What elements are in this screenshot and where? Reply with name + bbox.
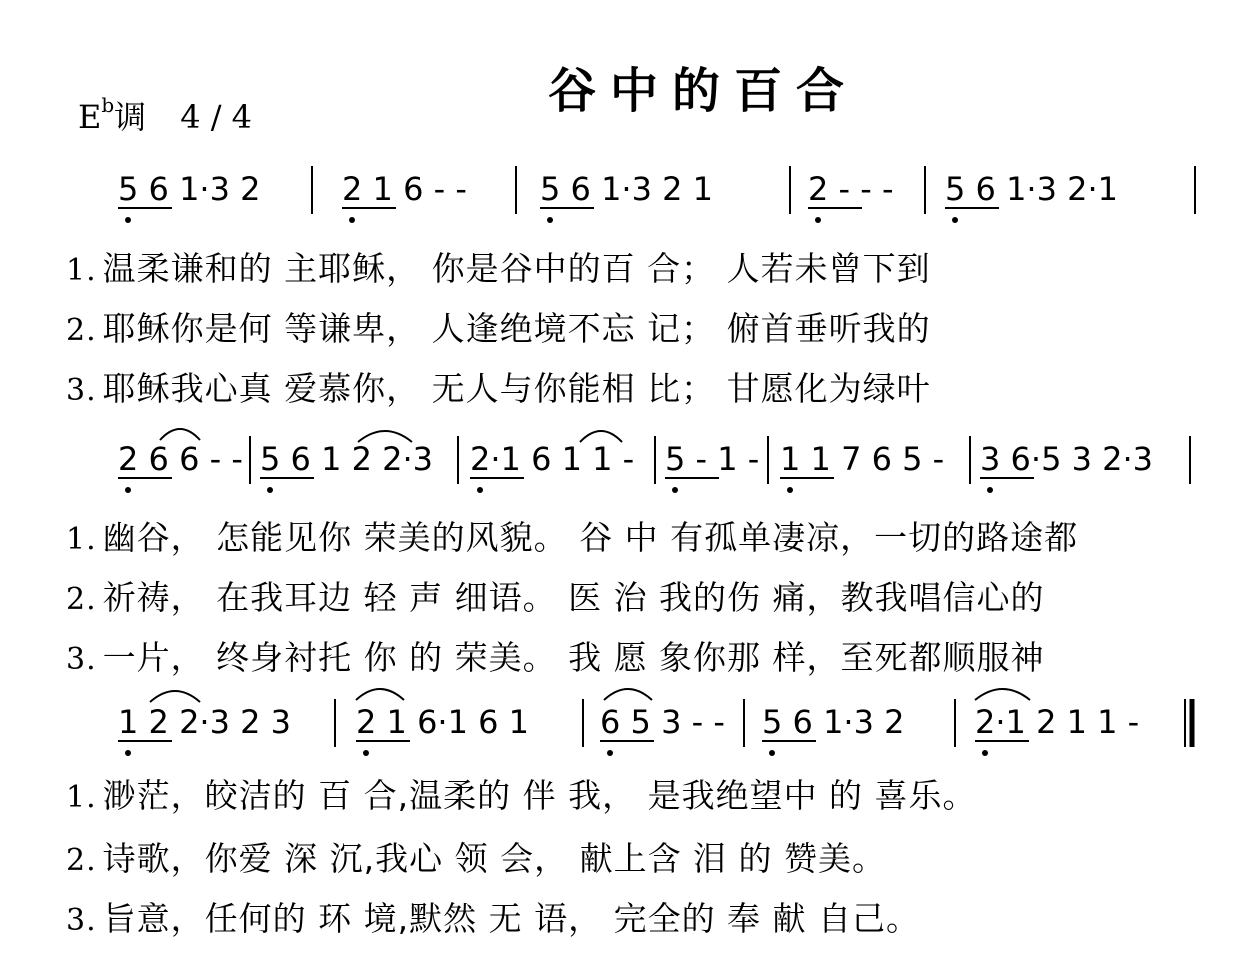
octave-dot [769,750,775,756]
measure-notes: 5 - 1 - [665,440,760,478]
octave-dot [125,487,131,493]
lyric-line: 3. 一片， 终身衬托 你 的 荣美。 我 愿 象你那 样，至死都顺服神 [66,638,1045,677]
octave-dot [815,217,821,223]
slur [160,429,200,440]
lyric-line: 1. 温柔谦和的 主耶稣， 你是谷中的百 合； 人若未曾下到 [66,249,931,288]
time-signature: 4 / 4 [180,98,253,136]
lyric-line: 1. 渺茫，皎洁的 百 合,温柔的 伴 我， 是我绝望中 的 喜乐。 [66,776,977,815]
octave-dot [607,750,613,756]
slur [975,689,1030,700]
octave-dot [267,487,273,493]
measure-notes: 2 1 6 - - [342,170,467,208]
measure-notes: 2·1 6 1 1 - [470,440,635,478]
measure-notes: 2 6 6 - - [118,440,243,478]
octave-dot [477,487,483,493]
measure-notes: 2 - - - [808,170,894,208]
key-suffix: 调 [114,98,147,136]
slur [356,689,404,700]
measure-notes: 1 2 2·3 2 3 [118,703,292,741]
measure-notes: 5 6 1·3 2·1 [945,170,1119,208]
lyric-line: 1. 幽谷， 怎能见你 荣美的风貌。 谷 中 有孤单凄凉，一切的路途都 [66,518,1079,557]
lyric-line: 2. 祈祷， 在我耳边 轻 声 细语。 医 治 我的伤 痛，教我唱信心的 [66,578,1045,617]
measure-notes: 1 1 7 6 5 - [780,440,945,478]
octave-dot [952,217,958,223]
octave-dot [982,750,988,756]
slur [150,691,200,702]
octave-dot [363,750,369,756]
measure-notes: 5 6 1·3 2 [118,170,261,208]
measure-notes: 5 6 1·3 2 [762,703,905,741]
measure-notes: 5 6 1·3 2 1 [540,170,714,208]
measure-notes: 2·1 2 1 1 - [975,703,1140,741]
octave-dot [349,217,355,223]
measure-notes: 5 6 1 2 2·3 [260,440,434,478]
song-title: 谷中的百合 [548,63,859,119]
lyric-line: 3. 旨意，任何的 环 境,默然 无 语， 完全的 奉 献 自己。 [66,899,921,938]
octave-dot [125,217,131,223]
measure-notes: 2 1 6·1 6 1 [356,703,530,741]
key-accidental: b [101,93,115,118]
measure-notes: 6 5 3 - - [600,703,725,741]
octave-dot [787,487,793,493]
lyric-line: 2. 耶稣你是何 等谦卑， 人逢绝境不忘 记； 俯首垂听我的 [66,309,931,348]
octave-dot [987,487,993,493]
octave-dot [125,750,131,756]
octave-dot [547,217,553,223]
lyric-line: 3. 耶稣我心真 爱慕你， 无人与你能相 比； 甘愿化为绿叶 [66,369,931,408]
key-letter: E [78,98,102,136]
lyric-line: 2. 诗歌，你爱 深 沉,我心 领 会， 献上含 泪 的 赞美。 [66,839,887,878]
measure-notes: 3 6·5 3 2·3 [980,440,1154,478]
slur [604,689,652,700]
octave-dot [672,487,678,493]
